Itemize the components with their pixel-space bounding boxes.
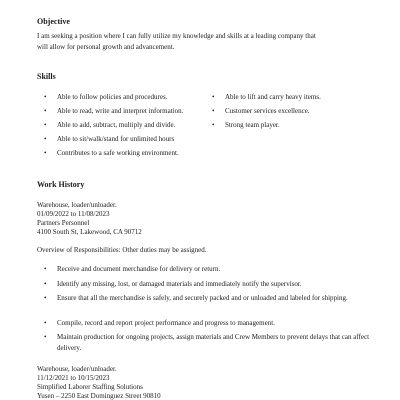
responsibility-label: Receive and document merchandise for delivery or return. xyxy=(57,265,221,273)
job-company: Partners Personnel xyxy=(37,219,90,227)
skill-label: Able to follow policies and procedures. xyxy=(57,93,168,101)
bullet-icon: • xyxy=(44,135,47,143)
bullet-icon: • xyxy=(44,121,47,129)
bullet-icon: • xyxy=(44,265,47,273)
overview-text: Overview of Responsibilities: Other duties may be assigned. xyxy=(37,246,207,254)
bullet-icon: • xyxy=(44,107,47,115)
skill-label: Strong team player. xyxy=(225,121,280,129)
bullet-icon: • xyxy=(44,319,47,327)
bullet-icon: • xyxy=(212,107,215,115)
skill-label: Able to sit/walk/stand for unlimited hours xyxy=(57,135,175,143)
job-address: Yusen – 2250 East Dominguez Street 90810 xyxy=(37,392,161,400)
bullet-icon: • xyxy=(44,294,47,302)
job-dates: 01/09/2022 to 11/08/2023 xyxy=(37,210,110,218)
skill-label: Able to add, subtract, multiply and divide. xyxy=(57,121,176,129)
bullet-icon: • xyxy=(44,280,47,288)
responsibility-label: Ensure that all the merchandise is safely, and securely packed and or unloaded and labeled for shipping. xyxy=(57,294,348,302)
bullet-icon: • xyxy=(212,93,215,101)
objective-line-1: I am seeking a position where I can fully utilize my knowledge and skills at a leading company that xyxy=(37,32,316,40)
skill-label: Contributes to a safe working environment. xyxy=(57,149,179,157)
skill-label: Able to read, write and interpret information. xyxy=(57,107,184,115)
responsibility-label: Compile, record and report project performance and progress to management. xyxy=(57,319,275,327)
skills-heading: Skills xyxy=(37,72,56,81)
bullet-icon: • xyxy=(44,333,47,341)
objective-line-2: will allow for personal growth and advancement. xyxy=(37,43,175,51)
bullet-icon: • xyxy=(44,149,47,157)
objective-heading: Objective xyxy=(37,17,70,26)
job-address: 4100 South St, Lakewood, CA 90712 xyxy=(37,228,142,236)
job-title: Warehouse, loader/unloader. xyxy=(37,201,117,209)
responsibility-label: Maintain production for ongoing projects, assign materials and Crew Members to prevent delays that can affect delivery. xyxy=(57,333,370,352)
responsibility-label: Identify any missing, lost, or damaged materials and immediately notify the supervisor. xyxy=(57,280,302,288)
skill-label: Able to lift and carry heavy items. xyxy=(225,93,321,101)
bullet-icon: • xyxy=(212,121,215,129)
bullet-icon: • xyxy=(44,93,47,101)
job-company: Simplified Laborer Staffing Solutions xyxy=(37,383,143,391)
job-dates: 11/12/2021 to 10/15/2023 xyxy=(37,374,110,382)
work-history-heading: Work History xyxy=(37,180,85,189)
job-title: Warehouse, loader/unloader. xyxy=(37,365,117,373)
skill-label: Customer services excellence. xyxy=(225,107,310,115)
